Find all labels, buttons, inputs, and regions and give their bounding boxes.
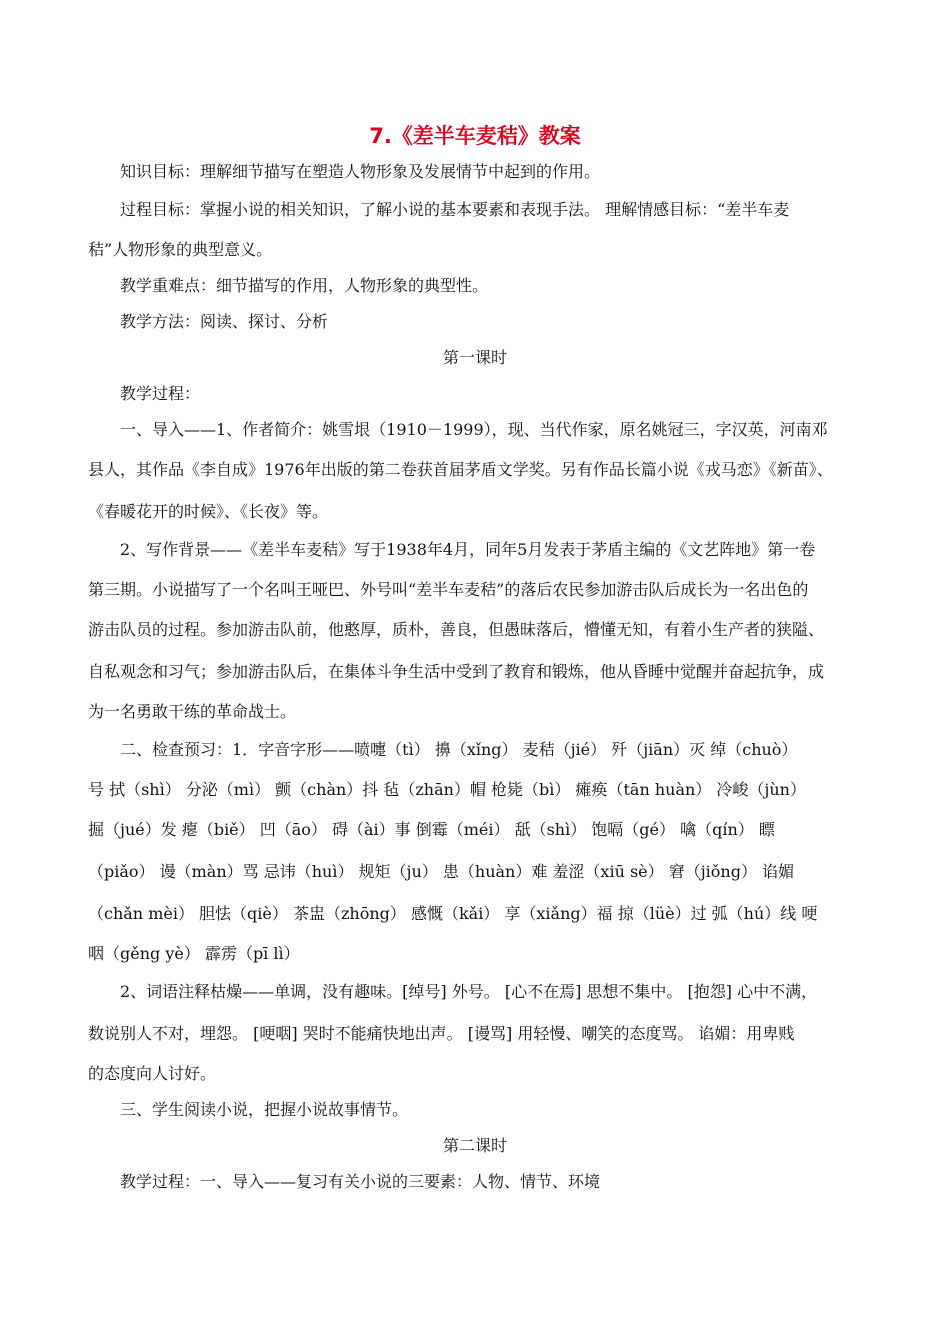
- vocab-line-1: 2、词语注释枯燥——单调，没有趣味。[绰号] 外号。 [心不在焉] 思想不集中。 [抱怨] 心中不满，: [120, 982, 818, 1001]
- vocab-line-2: 数说别人不对，埋怨。 [哽咽] 哭时不能痛快地出声。 [谩骂] 用轻慢、嘲笑的态度骂。 谄媚：用卑贱: [88, 1024, 795, 1043]
- preview-line-1: 二、检查预习：1．字音字形——喷嚏（tì） 擤（xǐng） 麦秸（jié） 歼（jiān）灭 绰（chuò）: [120, 740, 798, 759]
- background-line-4: 自私观念和习气；参加游击队后，在集体斗争生活中受到了教育和锻炼，他从昏睡中觉醒并奋起抗争，成: [88, 662, 825, 681]
- intro-line-3: 《春暖花开的时候》、《长夜》等。: [88, 502, 329, 521]
- document-title: 7.《差半车麦秸》教案: [369, 124, 581, 148]
- preview-line-3: 掘（jué）发 瘪（biě） 凹（āo） 碍（ài）事 倒霉（méi） 舐（shì） 饱嗝（gé） 噙（qín） 瞟: [88, 820, 775, 839]
- process-objective-line-2: 秸”人物形象的典型意义。: [88, 240, 273, 259]
- teaching-methods: 教学方法：阅读、探讨、分析: [120, 312, 329, 331]
- process-objective-line-1: 过程目标：掌握小说的相关知识，了解小说的基本要素和表现手法。 理解情感目标：“差半车麦: [120, 200, 790, 219]
- background-line-5: 为一名勇敢干练的革命战士。: [88, 702, 297, 721]
- background-line-2: 第三期。小说描写了一个名叫王哑巴、外号叫“差半车麦秸”的落后农民参加游击队后成长为一名出色的: [88, 580, 809, 599]
- intro-line-2: 县人，其作品《李自成》1976年出版的第二卷获首届茅盾文学奖。另有作品长篇小说《戎马恋》《新苗》、: [88, 460, 833, 479]
- preview-line-5: （chǎn mèi） 胆怯（qiè） 茶盅（zhōng） 感慨（kǎi） 享（xiǎng）福 掠（lüè）过 弧（hú）线 哽: [88, 904, 818, 923]
- background-line-1: 2、写作背景——《差半车麦秸》写于1938年4月，同年5月发表于茅盾主编的《文艺阵地》第一卷: [120, 540, 816, 559]
- lesson-heading-2: 第二课时: [442, 1136, 507, 1155]
- teaching-process-label: 教学过程：: [120, 384, 201, 403]
- knowledge-objective: 知识目标：理解细节描写在塑造人物形象及发展情节中起到的作用。: [120, 162, 601, 181]
- lesson2-process: 教学过程：一、导入——复习有关小说的三要素：人物、情节、环境: [120, 1172, 601, 1191]
- background-line-3: 游击队员的过程。参加游击队前，他憨厚，质朴，善良，但愚昧落后，懵懂无知，有着小生产者的狭隘、: [88, 620, 825, 639]
- key-difficulties: 教学重难点：细节描写的作用，人物形象的典型性。: [120, 276, 489, 295]
- reading-step: 三、学生阅读小说，把握小说故事情节。: [120, 1100, 409, 1119]
- preview-line-2: 号 拭（shì） 分泌（mì） 颤（chàn）抖 毡（zhān）帽 枪毙（bì） 瘫痪（tān huàn） 冷峻（jùn）: [88, 780, 806, 799]
- preview-line-4: （piǎo） 谩（màn）骂 忌讳（huì） 规矩（ju） 患（huàn）难 羞涩（xiū sè） 窘（jiǒng） 谄媚: [88, 862, 795, 881]
- preview-line-6: 咽（gěng yè） 霹雳（pī lì）: [88, 944, 300, 963]
- lesson-heading-1: 第一课时: [442, 348, 507, 367]
- intro-line-1: 一、导入——1、作者简介：姚雪垠（1910－1999），现、当代作家，原名姚冠三，字汉英，河南邓: [120, 420, 828, 439]
- vocab-line-3: 的态度向人讨好。: [88, 1064, 217, 1083]
